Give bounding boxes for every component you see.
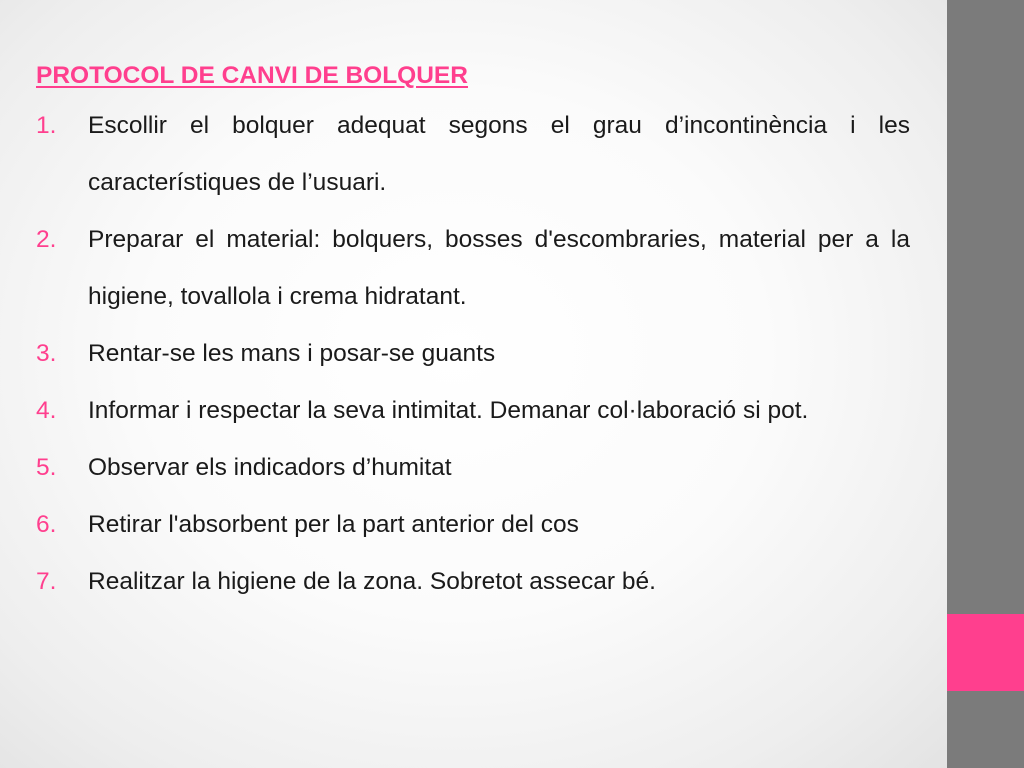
list-item xyxy=(36,553,910,610)
step-number: 4. xyxy=(36,397,57,424)
step-text: Realitzar la higiene de la zona. Sobretot assecar bé. xyxy=(88,568,656,595)
step-text: Rentar-se les mans i posar-se guants xyxy=(88,340,496,367)
list-item xyxy=(36,439,910,496)
slide-content xyxy=(36,55,910,610)
list-item xyxy=(36,211,910,325)
step-number: 7. xyxy=(36,568,57,595)
steps-list xyxy=(36,97,910,610)
step-number: 1. xyxy=(36,112,57,139)
step-text: Escollir el bolquer adequat segons el grau d’incontinència i les característiques de l’usuari. xyxy=(88,112,910,196)
list-item xyxy=(36,382,910,439)
step-text: Retirar l'absorbent per la part anterior del cos xyxy=(88,511,579,538)
list-item xyxy=(36,325,910,382)
step-text: Informar i respectar la seva intimitat. Demanar col·laboració si pot. xyxy=(88,397,809,424)
slide-title: PROTOCOL DE CANVI DE BOLQUER xyxy=(36,62,468,89)
step-text: Observar els indicadors d’humitat xyxy=(88,454,452,481)
step-text: Preparar el material: bolquers, bosses d'escombraries, material per a la higiene, tovallola i crema hidratant. xyxy=(88,226,910,310)
list-item xyxy=(36,496,910,553)
list-item xyxy=(36,97,910,211)
side-accent-block xyxy=(947,614,1024,691)
step-number: 6. xyxy=(36,511,57,538)
step-number: 3. xyxy=(36,340,57,367)
step-number: 5. xyxy=(36,454,57,481)
step-number: 2. xyxy=(36,226,57,253)
